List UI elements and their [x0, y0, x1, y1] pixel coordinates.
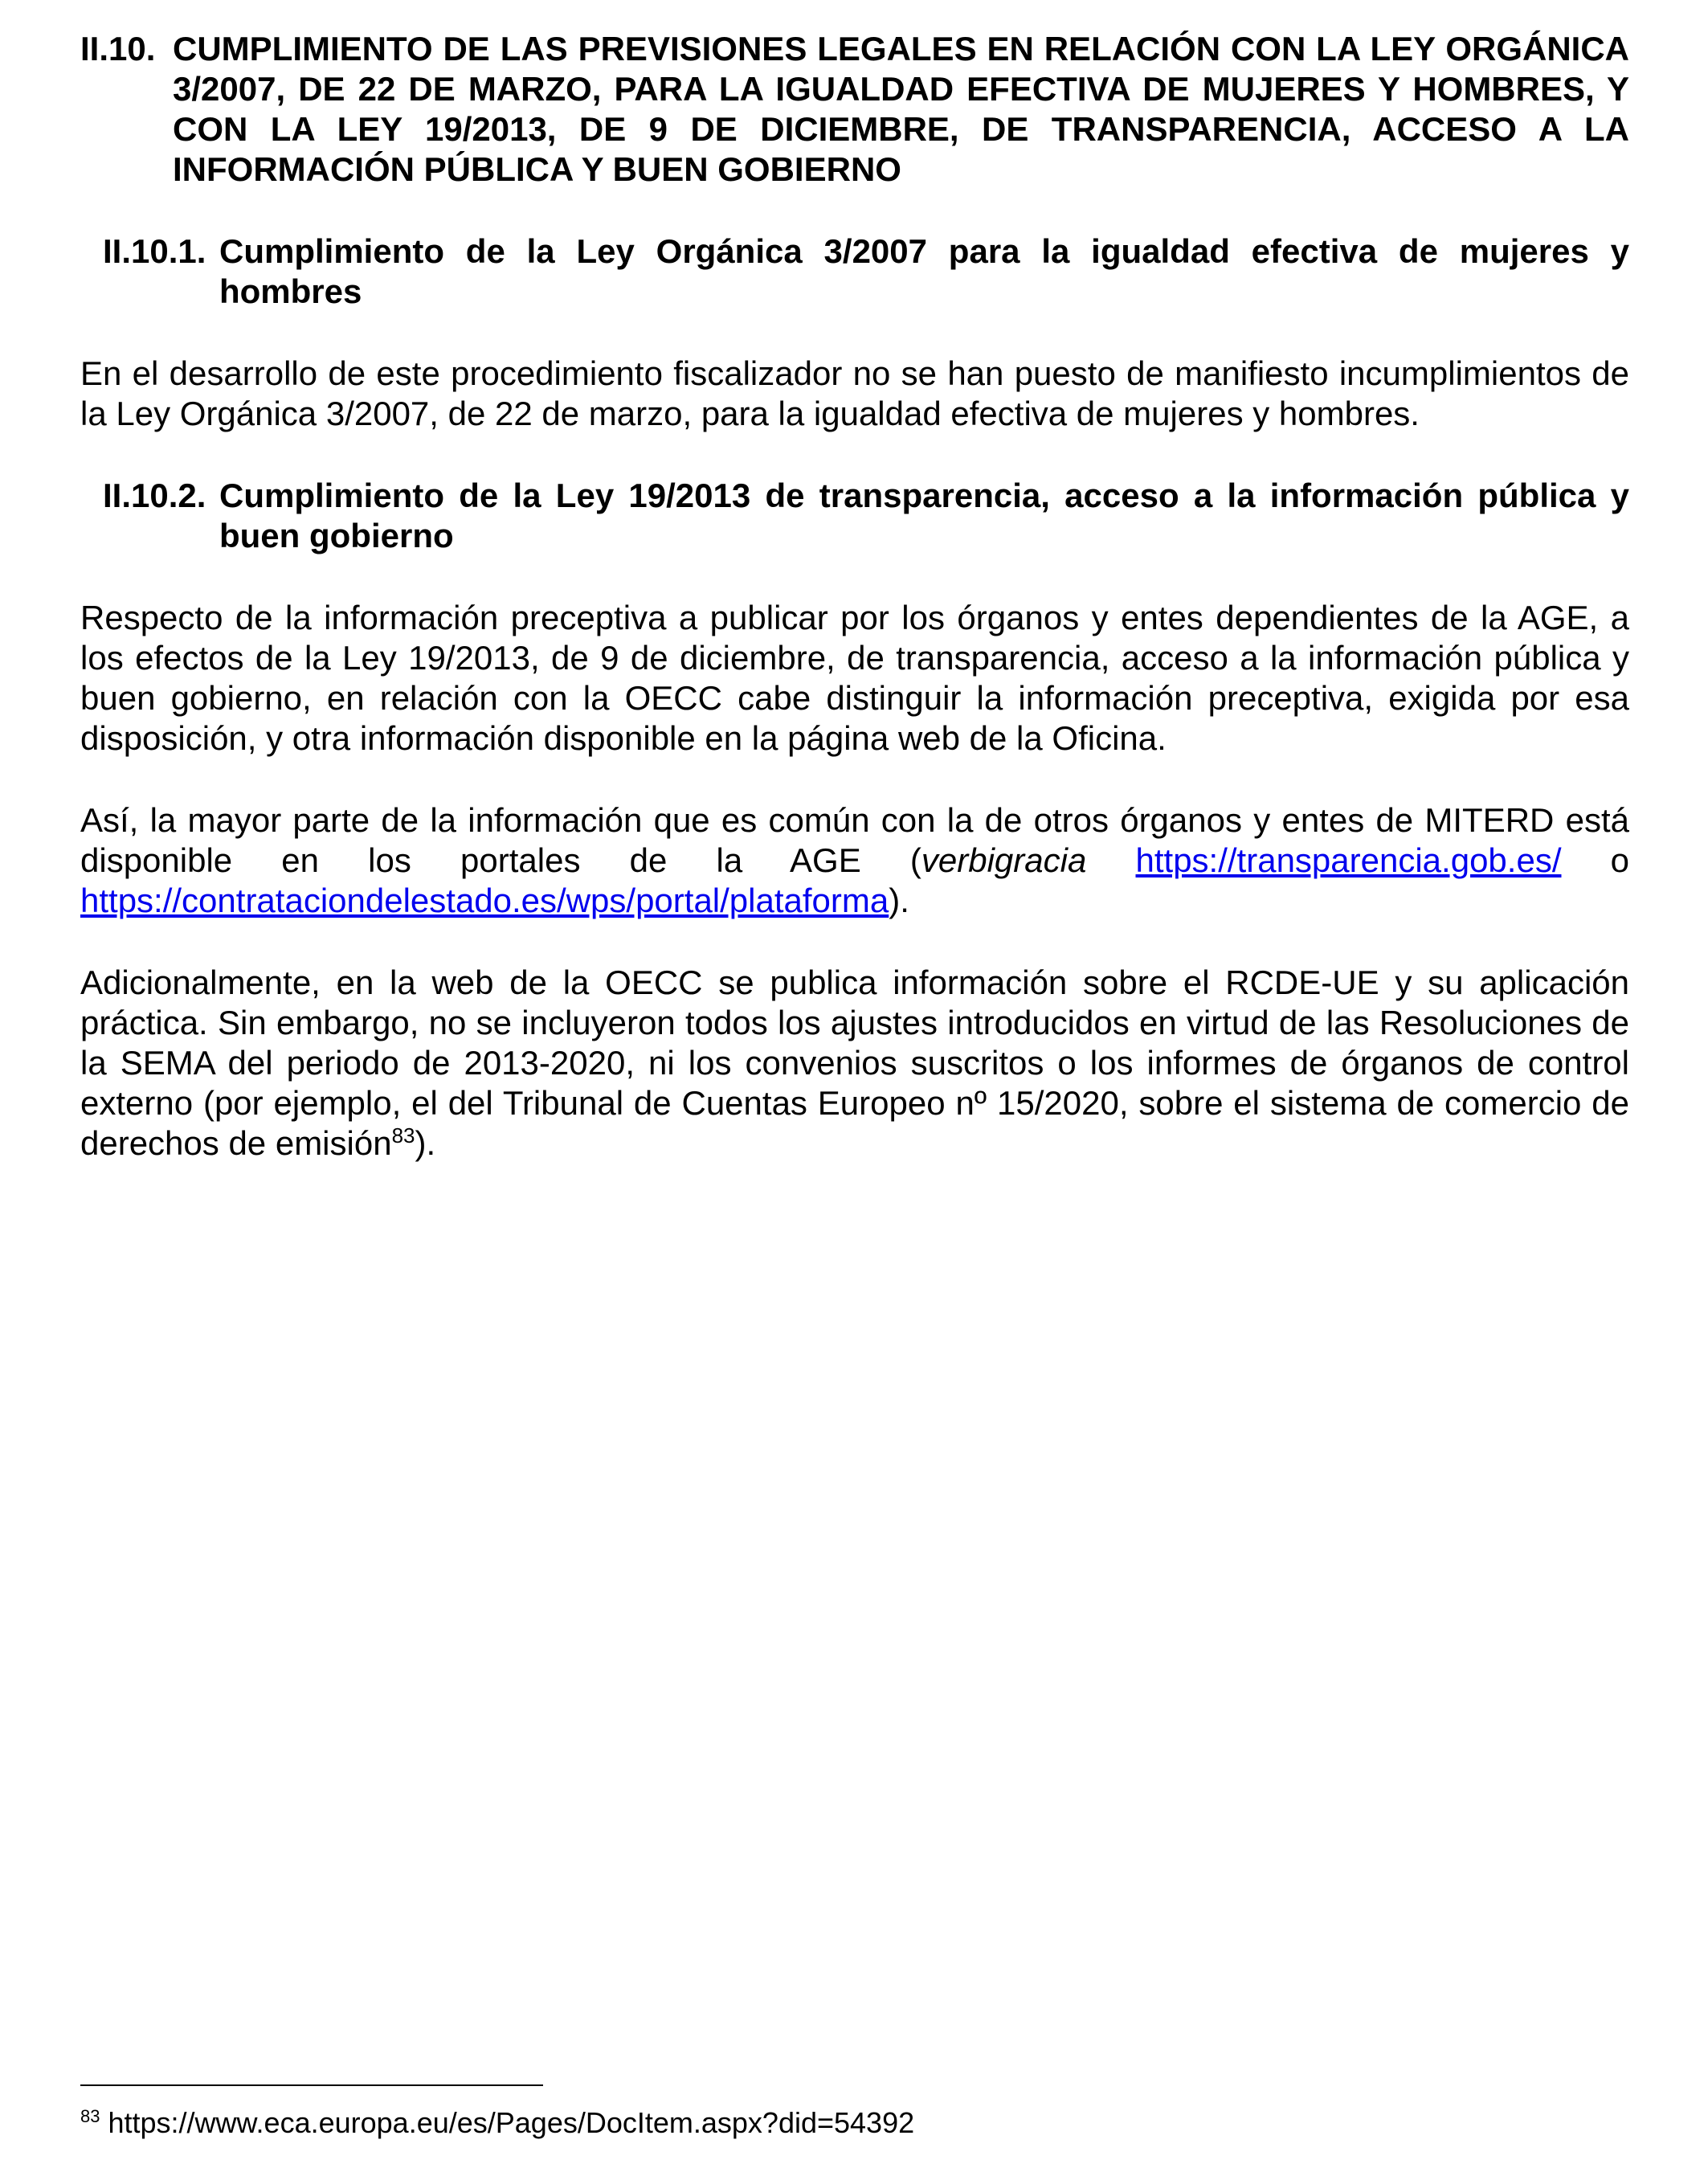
conjunction-text: o: [1561, 841, 1630, 879]
section-number: II.10.: [80, 30, 156, 68]
spacer-text: [1086, 841, 1135, 879]
footnote-number: 83: [80, 2106, 100, 2126]
subsection-number-1: II.10.1.: [103, 232, 206, 270]
footnote-divider: [80, 2084, 543, 2086]
document-page: [80, 29, 1629, 1205]
section-heading: [80, 29, 1629, 190]
subsection-title-2: Cumplimiento de la Ley 19/2013 de transparencia, acceso a la información pública y buen gobierno: [219, 477, 1629, 554]
subsection-heading-2: [103, 476, 1629, 556]
closing-text: ).: [415, 1124, 436, 1162]
paragraph-text: Adicionalmente, en la web de la OECC se publica información sobre el RCDE-UE y su aplicación práctica. Sin embargo, no se incluyeron todos los ajustes introducidos en virtud de las Resoluciones de la SEMA del periodo de 2013-2020, ni los convenios suscritos o los informes de órganos de control externo (por ejemplo, el del Tribunal de Cuentas Europeo nº 15/2020, sobre el sistema de comercio de derechos de emisión: [80, 963, 1629, 1162]
footnote-reference[interactable]: 83: [391, 1123, 415, 1148]
section-title: CUMPLIMIENTO DE LAS PREVISIONES LEGALES EN RELACIÓN CON LA LEY ORGÁNICA 3/2007, DE 22 DE MARZO, PARA LA IGUALDAD EFECTIVA DE MUJERES Y HOMBRES, Y CON LA LEY 19/2013, DE 9 DE DICIEMBRE, DE TRANSPARENCIA, ACCESO A LA INFORMACIÓN PÚBLICA Y BUEN GOBIERNO: [173, 30, 1629, 188]
subsection-number-2: II.10.2.: [103, 477, 206, 514]
link-contratacion-estado[interactable]: https://contrataciondelestado.es/wps/portal/plataforma: [80, 882, 889, 919]
paragraph-portales-age: [80, 800, 1629, 921]
paragraph-rcde-ue: [80, 963, 1629, 1164]
paragraph-text: Así, la mayor parte de la información que es común con la de otros órganos y entes de MITERD está disponible en los portales de la AGE (: [80, 801, 1629, 879]
link-transparencia[interactable]: https://transparencia.gob.es/: [1135, 841, 1562, 879]
paragraph-informacion-preceptiva: Respecto de la información preceptiva a publicar por los órganos y entes dependientes de la AGE, a los efectos de la Ley 19/2013, de 9 de diciembre, de transparencia, acceso a la información pública y buen gobierno, en relación con la OECC cabe distinguir la información preceptiva, exigida por esa disposición, y otra información disponible en la página web de la Oficina.: [80, 599, 1629, 757]
footnote: [80, 2105, 914, 2141]
paragraph-igualdad: En el desarrollo de este procedimiento fiscalizador no se han puesto de manifiesto incumplimientos de la Ley Orgánica 3/2007, de 22 de marzo, para la igualdad efectiva de mujeres y hombres.: [80, 354, 1629, 432]
subsection-title-1: Cumplimiento de la Ley Orgánica 3/2007 para la igualdad efectiva de mujeres y hombres: [219, 232, 1629, 310]
closing-text: ).: [889, 882, 909, 919]
footnote-text: https://www.eca.europa.eu/es/Pages/DocItem.aspx?did=54392: [100, 2106, 915, 2139]
italic-term: verbigracia: [921, 841, 1087, 879]
subsection-heading-1: [103, 231, 1629, 312]
